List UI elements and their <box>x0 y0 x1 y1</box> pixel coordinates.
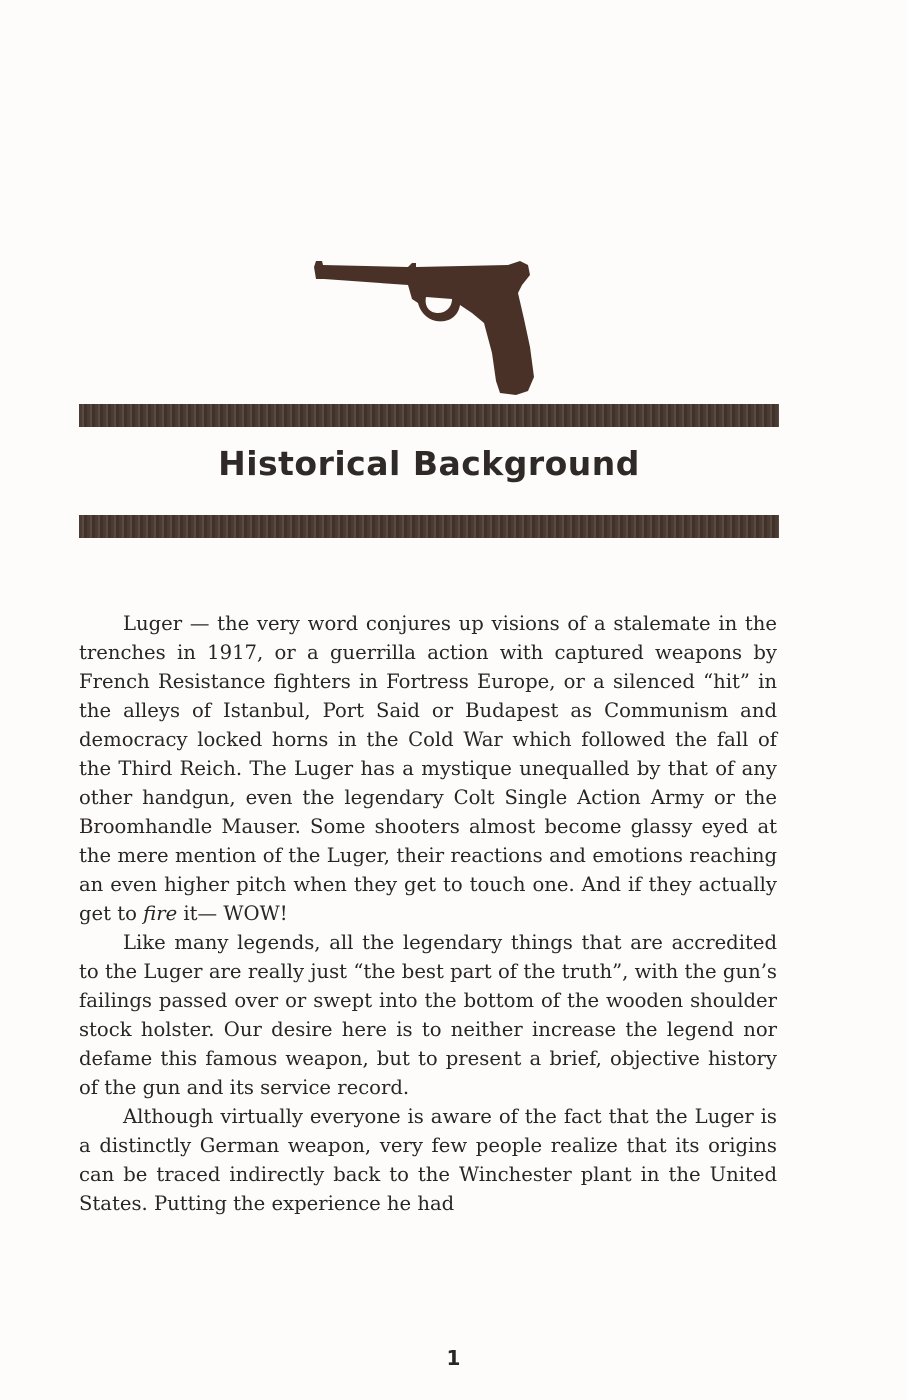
emphasis-fire: fire <box>143 902 178 925</box>
paragraph-1: Luger — the very word conjures up visions of a stalemate in the trenches in 1917, or a guerrilla action with captured weapons by French Resistance fighters in Fortress Europe, or a silenced “hit” in the alleys of Istanbul, Port Said or Budapest as Communism and democracy locked horns in the Cold War which followed the fall of the Third Reich. The Luger has a mystique unequalled by that of any other handgun, even the legendary Colt Single Action Army or the Broomhandle Mauser. Some shooters almost become glassy eyed at the mere mention of the Luger, their reactions and emotions reaching an even higher pitch when they get to touch one. And if they actually get to fire it— WOW! <box>79 612 777 925</box>
paragraph-2: Like many legends, all the legendary things that are accredited to the Luger are really just “the best part of the truth”, with the gun’s failings passed over or swept into the bottom of the wooden shoulder stock holster. Our desire here is to neither increase the legend nor defame this famous weapon, but to present a brief, objective history of the gun and its service record. <box>79 931 777 1099</box>
luger-pistol-icon <box>312 255 534 397</box>
body-text <box>79 609 777 1218</box>
bottom-rule <box>79 515 779 538</box>
top-rule <box>79 404 779 427</box>
paragraph-3: Although virtually everyone is aware of the fact that the Luger is a distinctly German weapon, very few people realize that its origins can be traced indirectly back to the Winchester plant in the United States. Putting the experience he had <box>79 1105 777 1215</box>
page-number: 1 <box>446 1346 461 1370</box>
chapter-title: Historical Background <box>218 444 640 483</box>
